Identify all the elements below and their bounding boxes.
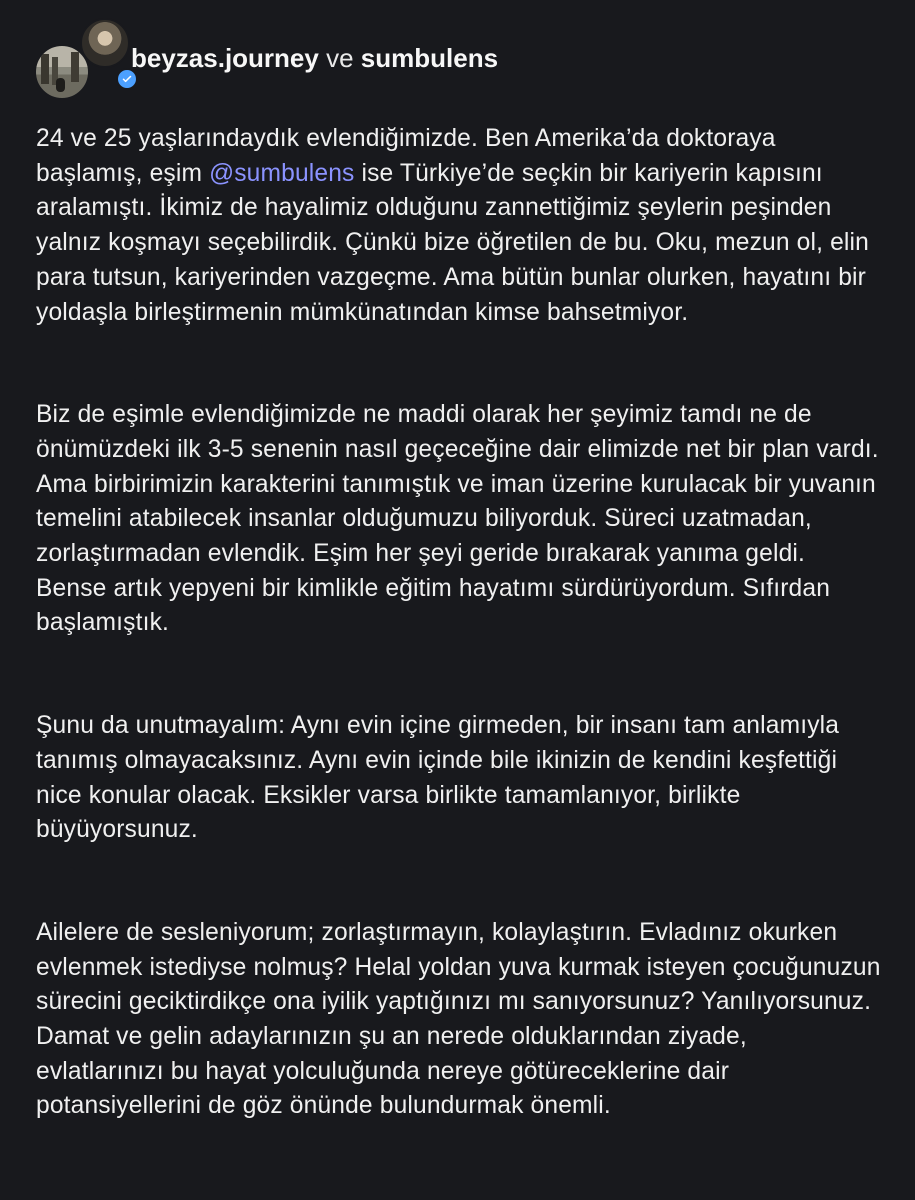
- username-beyzas-journey[interactable]: beyzas.journey: [131, 43, 319, 73]
- caption-paragraph-1: [36, 122, 881, 330]
- coauthor-names: [131, 45, 498, 71]
- connector-text: ve: [326, 43, 354, 73]
- mention-sumbulens-link[interactable]: @sumbulens: [209, 159, 355, 187]
- coauthor-avatars[interactable]: [34, 18, 124, 98]
- caption-paragraph-2: Biz de eşimle evlendiğimizde ne maddi olarak her şeyimiz tamdı ne de önümüzdeki ilk 3-5 senenin nasıl geçeceğine dair elimizde net bir plan vardı. Ama birbirimizin karakterini tanımıştık ve iman üzerine kurulacak bir yuvanın temelini atabilecek insanlar olduğumuzu biliyorduk. Süreci uzatmadan, zorlaştırmadan evlendik. Eşim her şeyi geride bırakarak yanıma geldi. Bense artık yepyeni bir kimlikle eğitim hayatımı sürdürüyordum. Sıfırdan başlamıştık.: [36, 401, 879, 637]
- caption-paragraph-3: Şunu da unutmayalım: Aynı evin içine girmeden, bir insanı tam anlamıyla tanımış olmayacaksınız. Aynı evin içinde bile ikinizin de kendini keşfettiği nice konular olacak. Eksikler varsa birlikte tamamlanıyor, birlikte büyüyorsunuz.: [36, 712, 840, 844]
- post-header: [34, 18, 881, 98]
- caption-paragraph-4: Ailelere de sesleniyorum; zorlaştırmayın, kolaylaştırın. Evladınız okurken evlenmek istediyse nolmuş? Helal yoldan yuva kurmak isteyen çocuğunuzun sürecini geciktirdikçe ona iyilik yaptığınızı mı sanıyorsunuz? Yanılıyorsunuz. Damat ve gelin adaylarınızın şu an nerede olduklarından ziyade, evlatlarınızı bu hayat yolculuğunda nereye götüreceklerine dair potansiyellerini de göz önünde bulundurmak önemli.: [36, 918, 881, 1120]
- post-caption: [36, 122, 881, 1124]
- caption-paragraph-1-before-mention: 24 ve 25 yaşlarındaydık evlendiğimizde. Ben Amerika’da doktoraya başlamış, eşim: [36, 125, 776, 187]
- username-sumbulens[interactable]: sumbulens: [360, 43, 499, 73]
- caption-paragraph-1-after-mention: ise Türkiye’de seçkin bir kariyerin kapısını aralamıştı. İkimiz de hayalimiz olduğunu zannettiğimiz şeylerin peşinden yalnız koşmayı seçebilirdik. Çünkü bize öğretilen de bu. Oku, mezun ol, elin para tutsun, kariyerinden vazgeçme. Ama bütün bunlar olurken, hayatını bir yoldaşla birleştirmenin mümkünatından kimse bahsetmiyor.: [36, 159, 869, 326]
- avatar-beyzas-journey[interactable]: [34, 44, 90, 100]
